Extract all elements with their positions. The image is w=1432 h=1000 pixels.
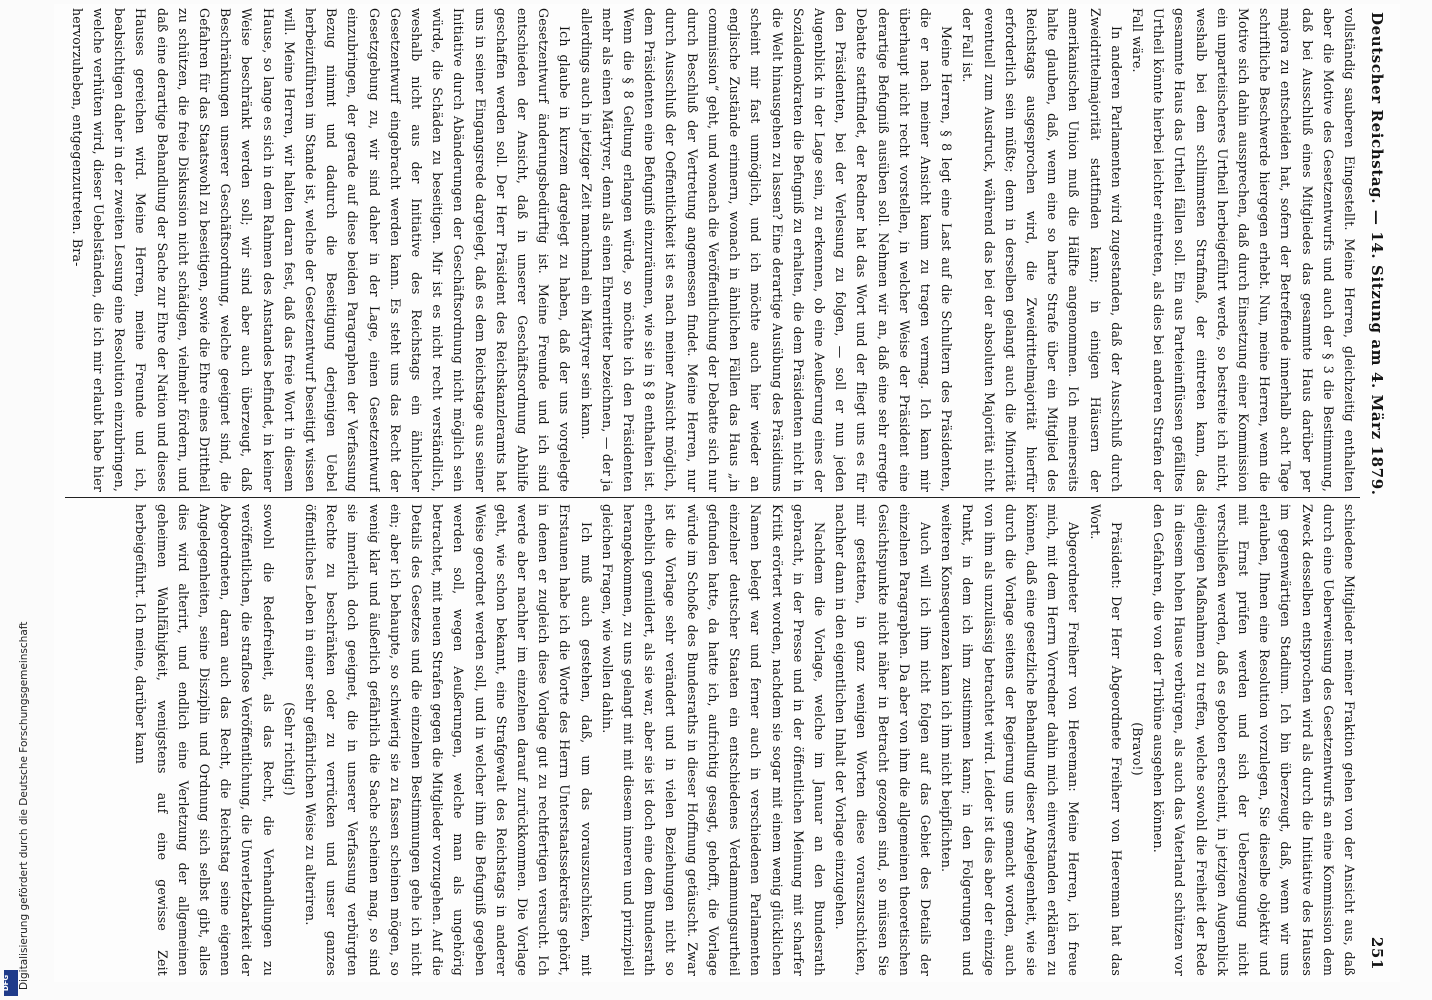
paragraph: Ich muß auch gestehen, daß, um das vorauszuschicken, mit Erstaunen habe ich die Worte des Herrn Unterstaatssekretärs gehört, in denen er zugleich diese Vorlage gut zu rechtfertigen versucht. Ich werde aber nachher im einzelnen darauf zurückkommen. Die Vorlage geht, wie schon bekannt, eine Strafgewalt des Reichstags in anderer Weise geordnet werden soll, und in welcher ihm die Befugniß gegeben werden soll, wegen Aeußerungen, welche man als ungehörig betrachtet, mit neuen Strafen gegen die Mitglieder vorzugehen. Auf die Details des Gesetzes und die einzelnen Bestimmungen gehe ich nicht ein; aber ich behaupte, so schwierig sie zu fassen scheinen mögen, so wenig klar und äußerlich gefährlich die Sache scheinen mag, so sind sie innerlich doch geeignet, die in unserer Verfassung verbürgten Rechte zu beschränken oder zu verrücken und unser ganzes öffentliches Leben in einer sehr gefährlichen Weise zu alteriren. [303,504,594,976]
newspaper-page [54,4,1400,982]
page-header-title: Deutscher Reichstag. — 14. Sitzung am 4. März 1879. [1368,12,1386,496]
paragraph: sowohl die Redefreiheit, als das Recht, die Verhandlungen zu veröffentlichen, die straflose Veröffentlichung, die Unverletzbarkeit der Abgeordneten, daran auch das Recht, die Reichstag seine eigenen Angelegenheiten, seine Disziplin und Ordnung sich selbst gibt, alles dies wird alterirt, und endlich eine Verletzung der allgemeinen geheimen Wahlfähigkeit, wenigstens auf eine gewisse Zeit herbeigeführt. Ich meine, darüber kann [133,504,276,976]
dfg-logo [4,970,18,996]
applause-note: (Bravo!) [1129,722,1145,776]
paragraph: Auch will ich ihm nicht folgen auf das Gebiet des Details der einzelnen Paragraphen. Da aber von ihm die allgemeinen theoretischen Gesichtspunkte nicht näher in Betracht gezogen sind, so müssen Sie mir gestatten, in ganz wenigen Worten diese vorauszuschicken, nachher dann in den eigentlichen Inhalt der Vorlage einzugehen. [833,504,933,976]
paragraph: In anderen Parlamenten wird zugestanden, daß der Ausschluß durch Zweidrittelmajorität stattfinden kann; in einigen Häusern der amerikanischen Union muß die Hälfte angenommen. Ich meinerseits halte glauben, daß, wenn eine so harte Strafe über ein Mitglied des Reichstags ausgesprochen wird, die Zweidrittelmajorität hierfür erforderlich sein müßte; denn in derselben gelangt auch die Minorität eventuell zum Ausdruck, während das bei der absoluten Majorität nicht der Fall ist. [960,8,1124,492]
dfg-logo-text: DFG [2,974,11,992]
applause-note: (Sehr richtig!) [281,702,297,796]
column-divider [65,497,1360,498]
page-header [1364,12,1390,976]
paragraph: schiedene Mitglieder meiner Fraktion gehen von der Ansicht aus, daß durch eine Ueberweisung des Gesetzentwurfs an eine Kommission dem Zweck desselben entsprochen wird als durch die Initiative des Hauses im gegenwärtigen Stadium. Ich bin überzeugt, daß, wenn wir uns erlauben, Ihnen eine Resolution vorzulegen, Sie dieselbe objektiv und mit Ernst prüfen werden und sich der Ueberzeugung nicht verschließen werden, daß es geboten erscheint, in jetzigen Augenblick diejenigen Maßnahmen zu treffen, welche sowohl die Freiheit der Rede in diesem hohen Hause verbürgen, als auch das Vaterland schützen vor den Gefahren, die von der Tribüne ausgehen können. [1151,504,1357,976]
text-column-right [70,504,1360,976]
paragraph: Meine Herren, § 8 legt eine Last auf die Schultern des Präsidenten, die er nach meiner Ansicht kaum zu tragen vermag. Ich kann mir überhaupt nicht recht vorstellen, in welcher Weise der Präsident eine derartige Befugniß ausüben soll. Nehmen wir an, daß eine sehr erregte Debatte stattfindet, der Redner hat das Wort und der fliegt uns es für den Präsidenten, bei der Verlesung zu folgen, — soll er nun jeden Augenblick in der Lage sein, zu erkennen, ob eine Aeußerung eines der Sozialdemokraten die Befugniß zu erhalten, die dem Präsidenten nicht in die Welt hinausgehen zu lassen? Eine derartige Ausübung des Präsidiums scheint mir fast unmöglich, und ich möchte auch hier wieder an englische Zustände erinnern, wonach in ähnlichen Fällen das Haus „in commission“ geht, und wonach die Veröffentlichung der Debatte sich nur durch Beschluß der Vertretung angemessen findet. Meine Herren, nur durch Ausschluß der Oeffentlichkeit ist es nach meiner Ansicht möglich, dem Präsidenten eine Befugniß einzuräumen, wie sie in § 8 enthalten ist. Wenn die § 8 Geltung erlangen würde, so möchte ich den Präsidenten mehr als einen Märtyrer, denn als einen Ehrenritter bezeichnen, — der ja allerdings auch in jetziger Zeit manchmal ein Märtyrer sein kann. [578,8,955,492]
paragraph: Ich glaube in kurzem dargelegt zu haben, daß der uns vorgelegte Gesetzentwurf änderungsbedürftig ist. Meine Freunde und ich sind entschieden der Ansicht, daß in unserer Geschäftsordnung Abhilfe geschaffen werden soll. Der Herr Präsident des Reichskanzleramts hat uns in seiner Eingangsrede dargelegt, daß es dem Reichstage aus seiner Initiative durch Abänderungen der Geschäftsordnung nicht möglich sein würde, die Schäden zu beseitigen. Mir ist es nicht recht verständlich, weshalb nicht aus der Initiative des Reichstags ein ähnlicher Gesetzentwurf eingebracht werden kann. Es steht uns das Recht der Gesetzgebung zu, wir sind daher in der Lage, einen Gesetzentwurf einzubringen, der gerade auf diese beiden Paragraphen der Verfassung Bezug nimmt und dadurch die Beseitigung derjenigen Uebel herbeizuführen im Stande ist, welche der Gesetzentwurf beseitigt wissen will. Meine Herren, wir halten daran fest, daß das freie Wort in diesem Hause, so lange es sich in dem Rahmen des Anstandes befindet, in keiner Weise beschränkt werden soll; wir sind aber auch überzeugt, daß Beschränkungen unserer Geschäftsordnung, welche geeignet sind, die Gefahren für das Staatswohl zu beseitigen, sowie die Ehre eines Drittheil zu schützen, die freie Diskussion nicht schädigen, vielmehr fördern, und daß eine derartige Behandlung der Sache zur Ehre der Nation und dieses Hauses gereichen wird. Meine Herren, meine Freunde und ich, beabsichtigen daher in der zweiten Lesung eine Resolution einzubringen, welche verhüten wird, dieser Uebelständen, die ich mir erlaubt habe hier hervorzuheben, entgegenzutreten. Bra- [70,8,573,492]
paragraph: Nachdem die Vorlage, welche im Januar an den Bundesrath gebracht, in der Presse und in der öffentlichen Meinung mit scharfer Kritik erörtert worden, nachdem sie sogar mit einem wenig glücklichen Namen belegt war und ferner auch in verschiedenen Parlamenten einzelner deutscher Staaten ein entschiedenes Verdammungsurtheil gefunden hatte, da hatte ich, aufrichtig gesagt, gehofft, die Vorlage würde im Schoße des Bundesraths in dieser Hoffnung getäuscht. Zwar ist die Vorlage sehr verändert und in vielen Beziehungen nicht so erheblich gemildert, als sie war, aber sie ist doch eine dem Bundesrath herangekommen, zu uns gelangt mit mit diesem inneren und prinzipiell gleichen Fragen, wie wollen dahin. [599,504,827,976]
speaker-paragraph: Präsident: Der Herr Abgeordnete Freiherr von Heereman hat das Wort. [1087,504,1124,976]
speaker-paragraph: Abgeordneter Freiherr von Heereman: Meine Herren, ich freue mich, mit dem Herrn Vorredner dahin mich einverstanden erklären zu können, daß eine gesetzliche Behandlung dieser Angelegenheit, wie sie durch die Vorlage seitens der Regierung uns gemacht worden, auch von ihm als unzulässig betrachtet wird. Leider ist dies aber der einzige Punkt, in dem ich ihm zustimmen kann; in den Folgerungen und weiteren Konsequenzen kann ich ihm nicht beipflichten. [939,504,1082,976]
page-number: 251 [1368,936,1386,970]
digitization-credit [4,560,30,990]
text-column-left [70,8,1360,492]
paragraph: vollständig sauberen Eingestellt. Meine Herren, gleichzeitig enthalten aber die Motive des Gesetzentwurfs und auch der § 3 die Bestimmung, daß bei Ausschluß eines Mitgliedes das gesammte Haus darüber per majora zu entscheiden hat, sofern der Betreffende innerhalb acht Tage schriftliche Beschwerde hiergegen erhebt. Nun, meine Herren, wenn die Motive sich dahin aussprechen, daß durch Einsetzung einer Kommission ein unparteiischeres Urtheil herbeigeführt werde, so bestreite ich nicht, weshalb bei dem schlimmsten Strafmaß, der eintreten kann, das gesammte Haus das Urtheil fällen soll. Ein aus Parteieinflüssen gefälltes Urtheil könnte hierbei leichter eintreten, als dies bei anderen Strafen der Fall wäre. [1129,8,1357,492]
digitization-credit-text: Digitalisierung gefördert durch die Deutsche Forschungsgemeinschaft [18,621,30,990]
